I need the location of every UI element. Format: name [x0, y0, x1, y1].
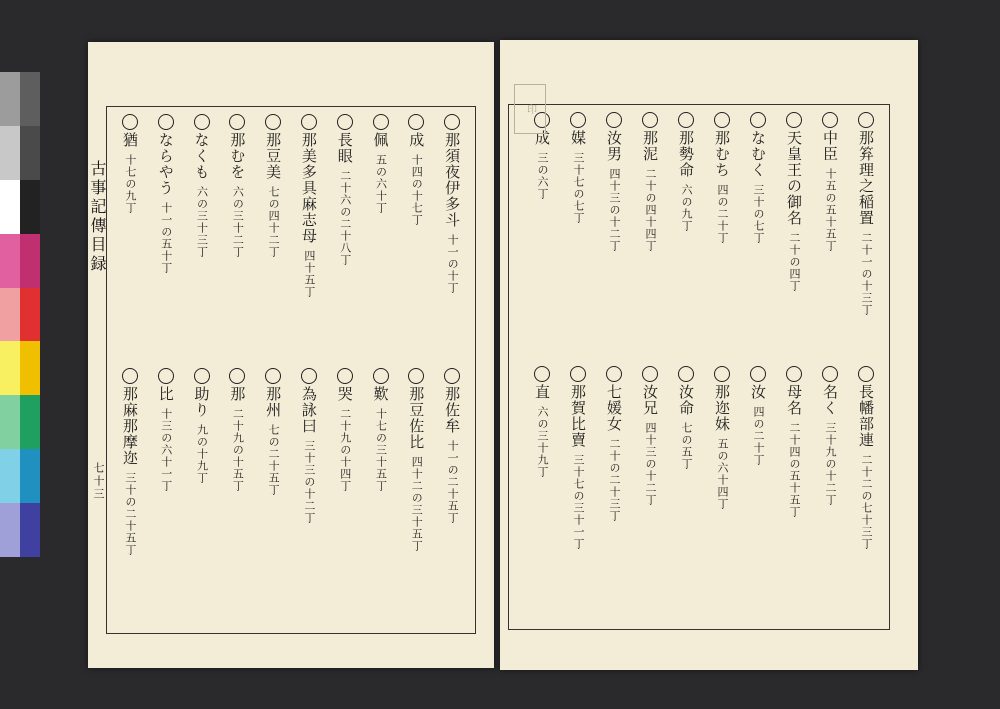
entry-name: 七媛女 [605, 384, 623, 432]
entry-name: 汝 [749, 384, 767, 400]
index-entry [633, 109, 667, 369]
circle-mark-icon [570, 366, 586, 382]
circle-mark-icon [122, 114, 138, 130]
entry-page-reference: 二十の四丁 [788, 232, 801, 292]
entry-page-reference: 二十六の二十八丁 [338, 170, 352, 266]
entry-page-reference: 四十二の三十五丁 [410, 456, 424, 552]
circle-mark-icon [301, 368, 317, 384]
index-entry [669, 109, 703, 369]
circle-mark-icon [337, 114, 353, 130]
entry-name: なくも [192, 132, 211, 180]
entry-name: 那須夜伊多斗 [443, 132, 462, 228]
entry-name: 長眼 [335, 132, 354, 164]
entry-name: 比 [156, 386, 175, 402]
entry-page-reference: 三十七の七丁 [572, 152, 585, 224]
circle-mark-icon [678, 366, 694, 382]
left-page-frame [106, 106, 476, 634]
entry-page-reference: 五の六十丁 [374, 154, 388, 214]
entry-page-reference: 二十の二十三丁 [608, 438, 621, 522]
index-entry [561, 109, 595, 369]
circle-mark-icon [822, 112, 838, 128]
index-entry [849, 109, 883, 369]
entry-name: ならやう [156, 132, 175, 196]
entry-page-reference: 三十九の十二丁 [824, 422, 837, 506]
color-swatch [0, 234, 40, 288]
circle-mark-icon [786, 112, 802, 128]
entry-page-reference: 二十九の十四丁 [338, 408, 352, 492]
entry-page-reference: 十七の九丁 [123, 154, 137, 214]
circle-mark-icon [714, 366, 730, 382]
circle-mark-icon [408, 368, 424, 384]
entry-name: 成 [407, 132, 426, 148]
color-swatch [0, 341, 40, 395]
entry-page-reference: 二十四の五十五丁 [788, 422, 801, 518]
circle-mark-icon [678, 112, 694, 128]
entry-page-reference: 七の二十五丁 [267, 424, 281, 496]
entry-page-reference: 三十の七丁 [752, 184, 765, 244]
circle-mark-icon [158, 114, 174, 130]
page-number: 七十三 [92, 462, 105, 501]
entry-page-reference: 四十五丁 [302, 250, 316, 298]
entry-page-reference: 三十の二十五丁 [123, 472, 137, 556]
circle-mark-icon [265, 368, 281, 384]
entry-page-reference: 十一の五十丁 [159, 202, 173, 274]
circle-mark-icon [786, 366, 802, 382]
circle-mark-icon [534, 366, 550, 382]
index-entry [633, 363, 667, 623]
circle-mark-icon [444, 368, 460, 384]
color-swatch [0, 126, 40, 180]
circle-mark-icon [606, 366, 622, 382]
entry-name: 汝兄 [641, 384, 659, 416]
index-entry [149, 111, 183, 371]
right-page-frame [508, 104, 890, 630]
entry-name: 母名 [785, 384, 803, 416]
entry-name: 那むを [228, 132, 247, 180]
entry-name: 那勢命 [677, 130, 695, 178]
entry-page-reference: 二十九の十五丁 [231, 408, 245, 492]
circle-mark-icon [373, 368, 389, 384]
circle-mark-icon [444, 114, 460, 130]
index-entry [220, 111, 254, 371]
index-entry [525, 363, 559, 623]
entry-page-reference: 四十三の十二丁 [644, 422, 657, 506]
entry-name: 汝命 [677, 384, 695, 416]
entry-name: 那泥 [641, 130, 659, 162]
color-swatch [0, 288, 40, 342]
index-entry [328, 111, 362, 371]
circle-mark-icon [229, 114, 245, 130]
index-entry [364, 111, 398, 371]
index-entry [185, 111, 219, 371]
index-entry [741, 109, 775, 369]
index-entry [399, 111, 433, 371]
entry-page-reference: 七の四十二丁 [267, 186, 281, 258]
entry-name: 那麻那摩迩 [120, 386, 139, 466]
index-entry [849, 363, 883, 623]
entry-name: 哭 [335, 386, 354, 402]
entry-page-reference: 九の十九丁 [195, 424, 209, 484]
index-entry [185, 365, 219, 625]
circle-mark-icon [229, 368, 245, 384]
entry-name: 佩 [371, 132, 390, 148]
circle-mark-icon [122, 368, 138, 384]
index-entry [292, 365, 326, 625]
entry-page-reference: 十一の十丁 [446, 234, 460, 294]
circle-mark-icon [337, 368, 353, 384]
circle-mark-icon [265, 114, 281, 130]
color-swatch [0, 180, 40, 234]
circle-mark-icon [301, 114, 317, 130]
index-entry [669, 363, 703, 623]
entry-name: 那美多具麻志母 [299, 132, 318, 244]
circle-mark-icon [642, 112, 658, 128]
library-seal: 印 [514, 84, 546, 134]
entry-name: 長幡部連 [857, 384, 875, 448]
circle-mark-icon [858, 112, 874, 128]
left-top-entries [107, 111, 475, 371]
index-entry [149, 365, 183, 625]
entry-page-reference: 十四の十七丁 [410, 154, 424, 226]
circle-mark-icon [714, 112, 730, 128]
index-entry [597, 109, 631, 369]
index-entry [561, 363, 595, 623]
entry-name: 那むち [713, 130, 731, 178]
entry-page-reference: 六の三十二丁 [231, 186, 245, 258]
entry-name: 為詠曰 [299, 386, 318, 434]
right-bottom-entries [509, 363, 889, 623]
entry-page-reference: 六の九丁 [680, 184, 693, 232]
circle-mark-icon [750, 366, 766, 382]
index-entry [705, 363, 739, 623]
circle-mark-icon [158, 368, 174, 384]
entry-name: 汝男 [605, 130, 623, 162]
entry-name: 直 [533, 384, 551, 400]
entry-name: 名く [821, 384, 839, 416]
entry-name: 成 [533, 130, 551, 146]
entry-page-reference: 二十の四十四丁 [644, 168, 657, 252]
entry-name: なむく [749, 130, 767, 178]
entry-page-reference: 五の六十四丁 [716, 438, 729, 510]
entry-page-reference: 三十七の三十一丁 [572, 454, 585, 550]
entry-name: 猶 [120, 132, 139, 148]
entry-name: 那豆佐比 [407, 386, 426, 450]
index-entry [292, 111, 326, 371]
circle-mark-icon [822, 366, 838, 382]
entry-name: 那州 [264, 386, 283, 418]
entry-name: 天皇王の御名 [785, 130, 803, 226]
entry-page-reference: 十一の二十五丁 [446, 440, 460, 524]
circle-mark-icon [750, 112, 766, 128]
entry-name: 中臣 [821, 130, 839, 162]
index-title: 古事記傳目録 [88, 160, 107, 274]
entry-page-reference: 三の六丁 [536, 152, 549, 200]
entry-page-reference: 十五の五十五丁 [824, 168, 837, 252]
circle-mark-icon [373, 114, 389, 130]
entry-name: 那賀比賣 [569, 384, 587, 448]
entry-page-reference: 三十三の十二丁 [302, 440, 316, 524]
color-swatch [0, 503, 40, 557]
index-entry [705, 109, 739, 369]
entry-page-reference: 六の三十九丁 [536, 406, 549, 478]
right-top-entries [509, 109, 889, 369]
index-entry [813, 109, 847, 369]
index-entry [113, 111, 147, 371]
entry-name: 那笲理之稲置 [857, 130, 875, 226]
index-entry [777, 363, 811, 623]
circle-mark-icon [194, 114, 210, 130]
index-entry [435, 111, 469, 371]
index-entry [256, 365, 290, 625]
left-page [88, 42, 494, 668]
index-entry [597, 363, 631, 623]
index-entry [220, 365, 254, 625]
index-entry [525, 109, 559, 369]
circle-mark-icon [570, 112, 586, 128]
index-entry [435, 365, 469, 625]
entry-page-reference: 二十一の十三丁 [860, 232, 873, 316]
entry-name: 那佐牟 [443, 386, 462, 434]
index-entry [813, 363, 847, 623]
entry-name: 那豆美 [264, 132, 283, 180]
circle-mark-icon [606, 112, 622, 128]
circle-mark-icon [194, 368, 210, 384]
right-page [500, 40, 918, 670]
circle-mark-icon [408, 114, 424, 130]
index-entry [256, 111, 290, 371]
entry-page-reference: 六の三十三丁 [195, 186, 209, 258]
entry-page-reference: 十三の六十一丁 [159, 408, 173, 492]
index-entry [741, 363, 775, 623]
entry-name: 媒 [569, 130, 587, 146]
color-swatch [0, 72, 40, 126]
color-swatch [0, 395, 40, 449]
color-swatch [0, 449, 40, 503]
index-entry [364, 365, 398, 625]
circle-mark-icon [642, 366, 658, 382]
entry-page-reference: 四の二十丁 [752, 406, 765, 466]
entry-name: 那 [228, 386, 247, 402]
entry-page-reference: 四十三の十二丁 [608, 168, 621, 252]
left-bottom-entries [107, 365, 475, 625]
index-entry [328, 365, 362, 625]
color-calibration-chart [0, 72, 40, 557]
index-entry [399, 365, 433, 625]
entry-page-reference: 七の五丁 [680, 422, 693, 470]
entry-name: 歎 [371, 386, 390, 402]
index-entry [113, 365, 147, 625]
entry-page-reference: 二十二の七十三丁 [860, 454, 873, 550]
index-entry [777, 109, 811, 369]
entry-name: 那迩妹 [713, 384, 731, 432]
circle-mark-icon [858, 366, 874, 382]
entry-page-reference: 四の二十丁 [716, 184, 729, 244]
entry-name: 助り [192, 386, 211, 418]
entry-page-reference: 十七の三十五丁 [374, 408, 388, 492]
